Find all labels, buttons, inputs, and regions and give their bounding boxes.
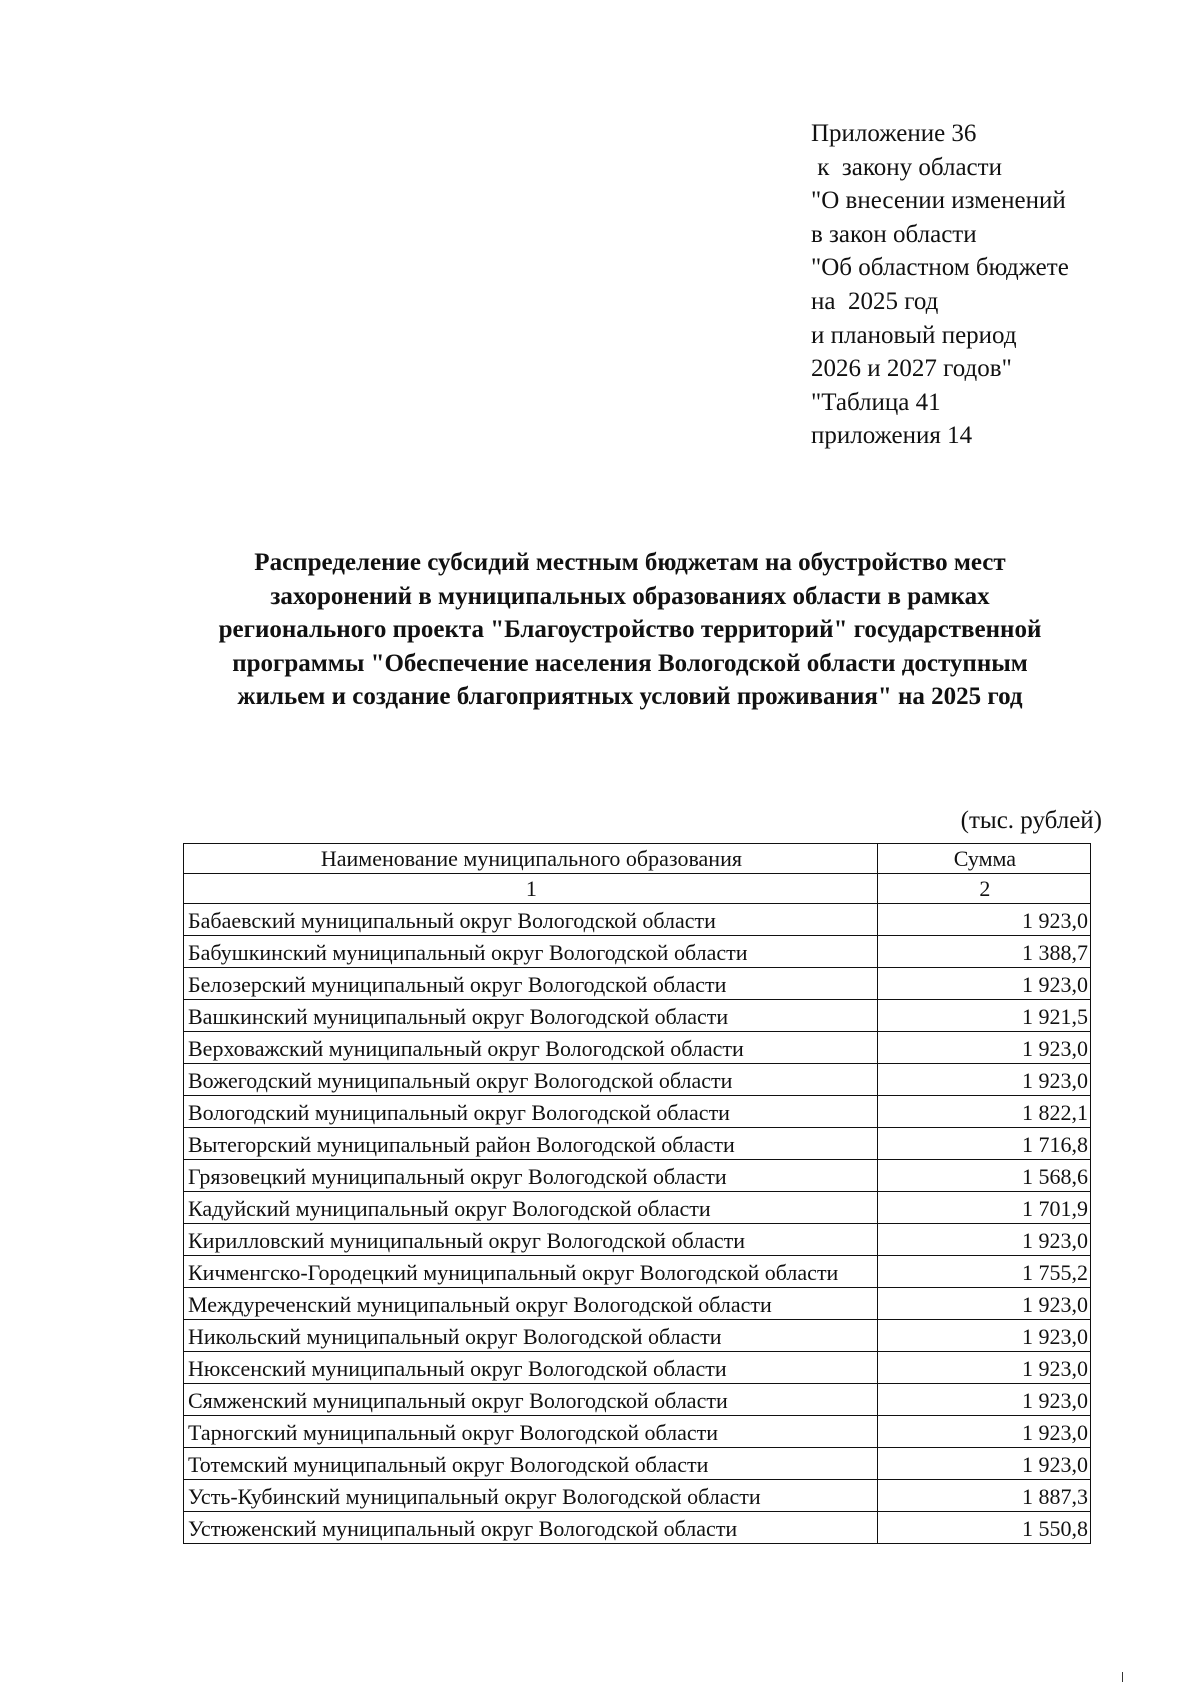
header-sum: Сумма bbox=[877, 844, 1090, 874]
subsidy-amount: 1 923,0 bbox=[877, 1384, 1090, 1416]
table-row bbox=[184, 1128, 1091, 1160]
table-row bbox=[184, 1000, 1091, 1032]
table-row bbox=[184, 1096, 1091, 1128]
units-label: (тыс. рублей) bbox=[960, 807, 1102, 834]
municipality-name: Верховажский муниципальный округ Вологодской области bbox=[184, 1032, 878, 1064]
title-line: программы "Обеспечение населения Вологодской области доступным bbox=[232, 649, 1028, 677]
subsidy-amount: 1 923,0 bbox=[877, 1032, 1090, 1064]
table-row bbox=[184, 1288, 1091, 1320]
municipality-name: Бабаевский муниципальный округ Вологодской области bbox=[184, 904, 878, 936]
title-line: регионального проекта "Благоустройство территорий" государственной bbox=[218, 616, 1042, 644]
municipality-name: Бабушкинский муниципальный округ Вологодской области bbox=[184, 936, 878, 968]
municipality-name: Никольский муниципальный округ Вологодской области bbox=[184, 1320, 878, 1352]
table-row bbox=[184, 1480, 1091, 1512]
municipality-name: Тотемский муниципальный округ Вологодской области bbox=[184, 1448, 878, 1480]
table-row bbox=[184, 968, 1091, 1000]
municipality-name: Белозерский муниципальный округ Вологодской области bbox=[184, 968, 878, 1000]
appendix-line: в закон области bbox=[811, 220, 977, 248]
subsidy-amount: 1 822,1 bbox=[877, 1096, 1090, 1128]
subsidy-amount: 1 923,0 bbox=[877, 904, 1090, 936]
municipality-name: Кирилловский муниципальный округ Вологодской области bbox=[184, 1224, 878, 1256]
appendix-line: "Таблица 41 bbox=[811, 388, 941, 416]
table-row bbox=[184, 936, 1091, 968]
document-title bbox=[150, 546, 1110, 714]
appendix-line: 2026 и 2027 годов" bbox=[811, 355, 1012, 383]
column-number: 1 bbox=[184, 874, 878, 904]
appendix-line: Приложение 36 bbox=[811, 120, 977, 147]
table-row bbox=[184, 1032, 1091, 1064]
header-name: Наименование муниципального образования bbox=[184, 844, 878, 874]
subsidy-amount: 1 923,0 bbox=[877, 968, 1090, 1000]
municipality-name: Нюксенский муниципальный округ Вологодской области bbox=[184, 1352, 878, 1384]
table-row bbox=[184, 1064, 1091, 1096]
subsidy-amount: 1 550,8 bbox=[877, 1512, 1090, 1544]
subsidy-amount: 1 923,0 bbox=[877, 1352, 1090, 1384]
municipality-name: Вытегорский муниципальный район Вологодской области bbox=[184, 1128, 878, 1160]
subsidy-amount: 1 923,0 bbox=[877, 1288, 1090, 1320]
table-row bbox=[184, 1512, 1091, 1544]
municipality-name: Вашкинский муниципальный округ Вологодской области bbox=[184, 1000, 878, 1032]
column-number: 2 bbox=[877, 874, 1090, 904]
table-row bbox=[184, 904, 1091, 936]
subsidy-amount: 1 716,8 bbox=[877, 1128, 1090, 1160]
appendix-reference bbox=[811, 117, 1171, 453]
appendix-line: "Об областном бюджете bbox=[811, 254, 1069, 282]
subsidy-amount: 1 921,5 bbox=[877, 1000, 1090, 1032]
municipality-name: Вологодский муниципальный округ Вологодской области bbox=[184, 1096, 878, 1128]
table-row bbox=[184, 1192, 1091, 1224]
subsidy-amount: 1 388,7 bbox=[877, 936, 1090, 968]
subsidy-amount: 1 923,0 bbox=[877, 1224, 1090, 1256]
appendix-line: "О внесении изменений bbox=[811, 187, 1066, 215]
appendix-line: и плановый период bbox=[811, 321, 1017, 349]
municipality-name: Вожегодский муниципальный округ Вологодской области bbox=[184, 1064, 878, 1096]
title-line: захоронений в муниципальных образованиях области в рамках bbox=[270, 582, 990, 610]
subsidy-amount: 1 568,6 bbox=[877, 1160, 1090, 1192]
subsidy-amount: 1 887,3 bbox=[877, 1480, 1090, 1512]
subsidy-table bbox=[183, 843, 1091, 1544]
table-header-row bbox=[184, 844, 1091, 874]
table-row bbox=[184, 1320, 1091, 1352]
municipality-name: Кичменгско-Городецкий муниципальный округ Вологодской области bbox=[184, 1256, 878, 1288]
municipality-name: Кадуйский муниципальный округ Вологодской области bbox=[184, 1192, 878, 1224]
table-row bbox=[184, 1160, 1091, 1192]
subsidy-amount: 1 701,9 bbox=[877, 1192, 1090, 1224]
municipality-name: Грязовецкий муниципальный округ Вологодской области bbox=[184, 1160, 878, 1192]
municipality-name: Устюженский муниципальный округ Вологодской области bbox=[184, 1512, 878, 1544]
scan-edge-mark bbox=[1122, 1672, 1123, 1682]
table-row bbox=[184, 1448, 1091, 1480]
subsidy-amount: 1 755,2 bbox=[877, 1256, 1090, 1288]
subsidy-amount: 1 923,0 bbox=[877, 1416, 1090, 1448]
table-row bbox=[184, 1384, 1091, 1416]
appendix-line: приложения 14 bbox=[811, 422, 973, 450]
subsidy-amount: 1 923,0 bbox=[877, 1064, 1090, 1096]
appendix-line: к закону области bbox=[811, 153, 1002, 181]
title-line: жильем и создание благоприятных условий проживания" на 2025 год bbox=[237, 683, 1023, 711]
appendix-line: на 2025 год bbox=[811, 287, 939, 315]
municipality-name: Сямженский муниципальный округ Вологодской области bbox=[184, 1384, 878, 1416]
municipality-name: Усть-Кубинский муниципальный округ Вологодской области bbox=[184, 1480, 878, 1512]
title-line: Распределение субсидий местным бюджетам на обустройство мест bbox=[254, 549, 1006, 576]
table-row bbox=[184, 1416, 1091, 1448]
table-row bbox=[184, 1352, 1091, 1384]
table-row bbox=[184, 1256, 1091, 1288]
table-row bbox=[184, 1224, 1091, 1256]
column-number-row bbox=[184, 874, 1091, 904]
subsidy-amount: 1 923,0 bbox=[877, 1320, 1090, 1352]
municipality-name: Тарногский муниципальный округ Вологодской области bbox=[184, 1416, 878, 1448]
subsidy-amount: 1 923,0 bbox=[877, 1448, 1090, 1480]
municipality-name: Междуреченский муниципальный округ Вологодской области bbox=[184, 1288, 878, 1320]
